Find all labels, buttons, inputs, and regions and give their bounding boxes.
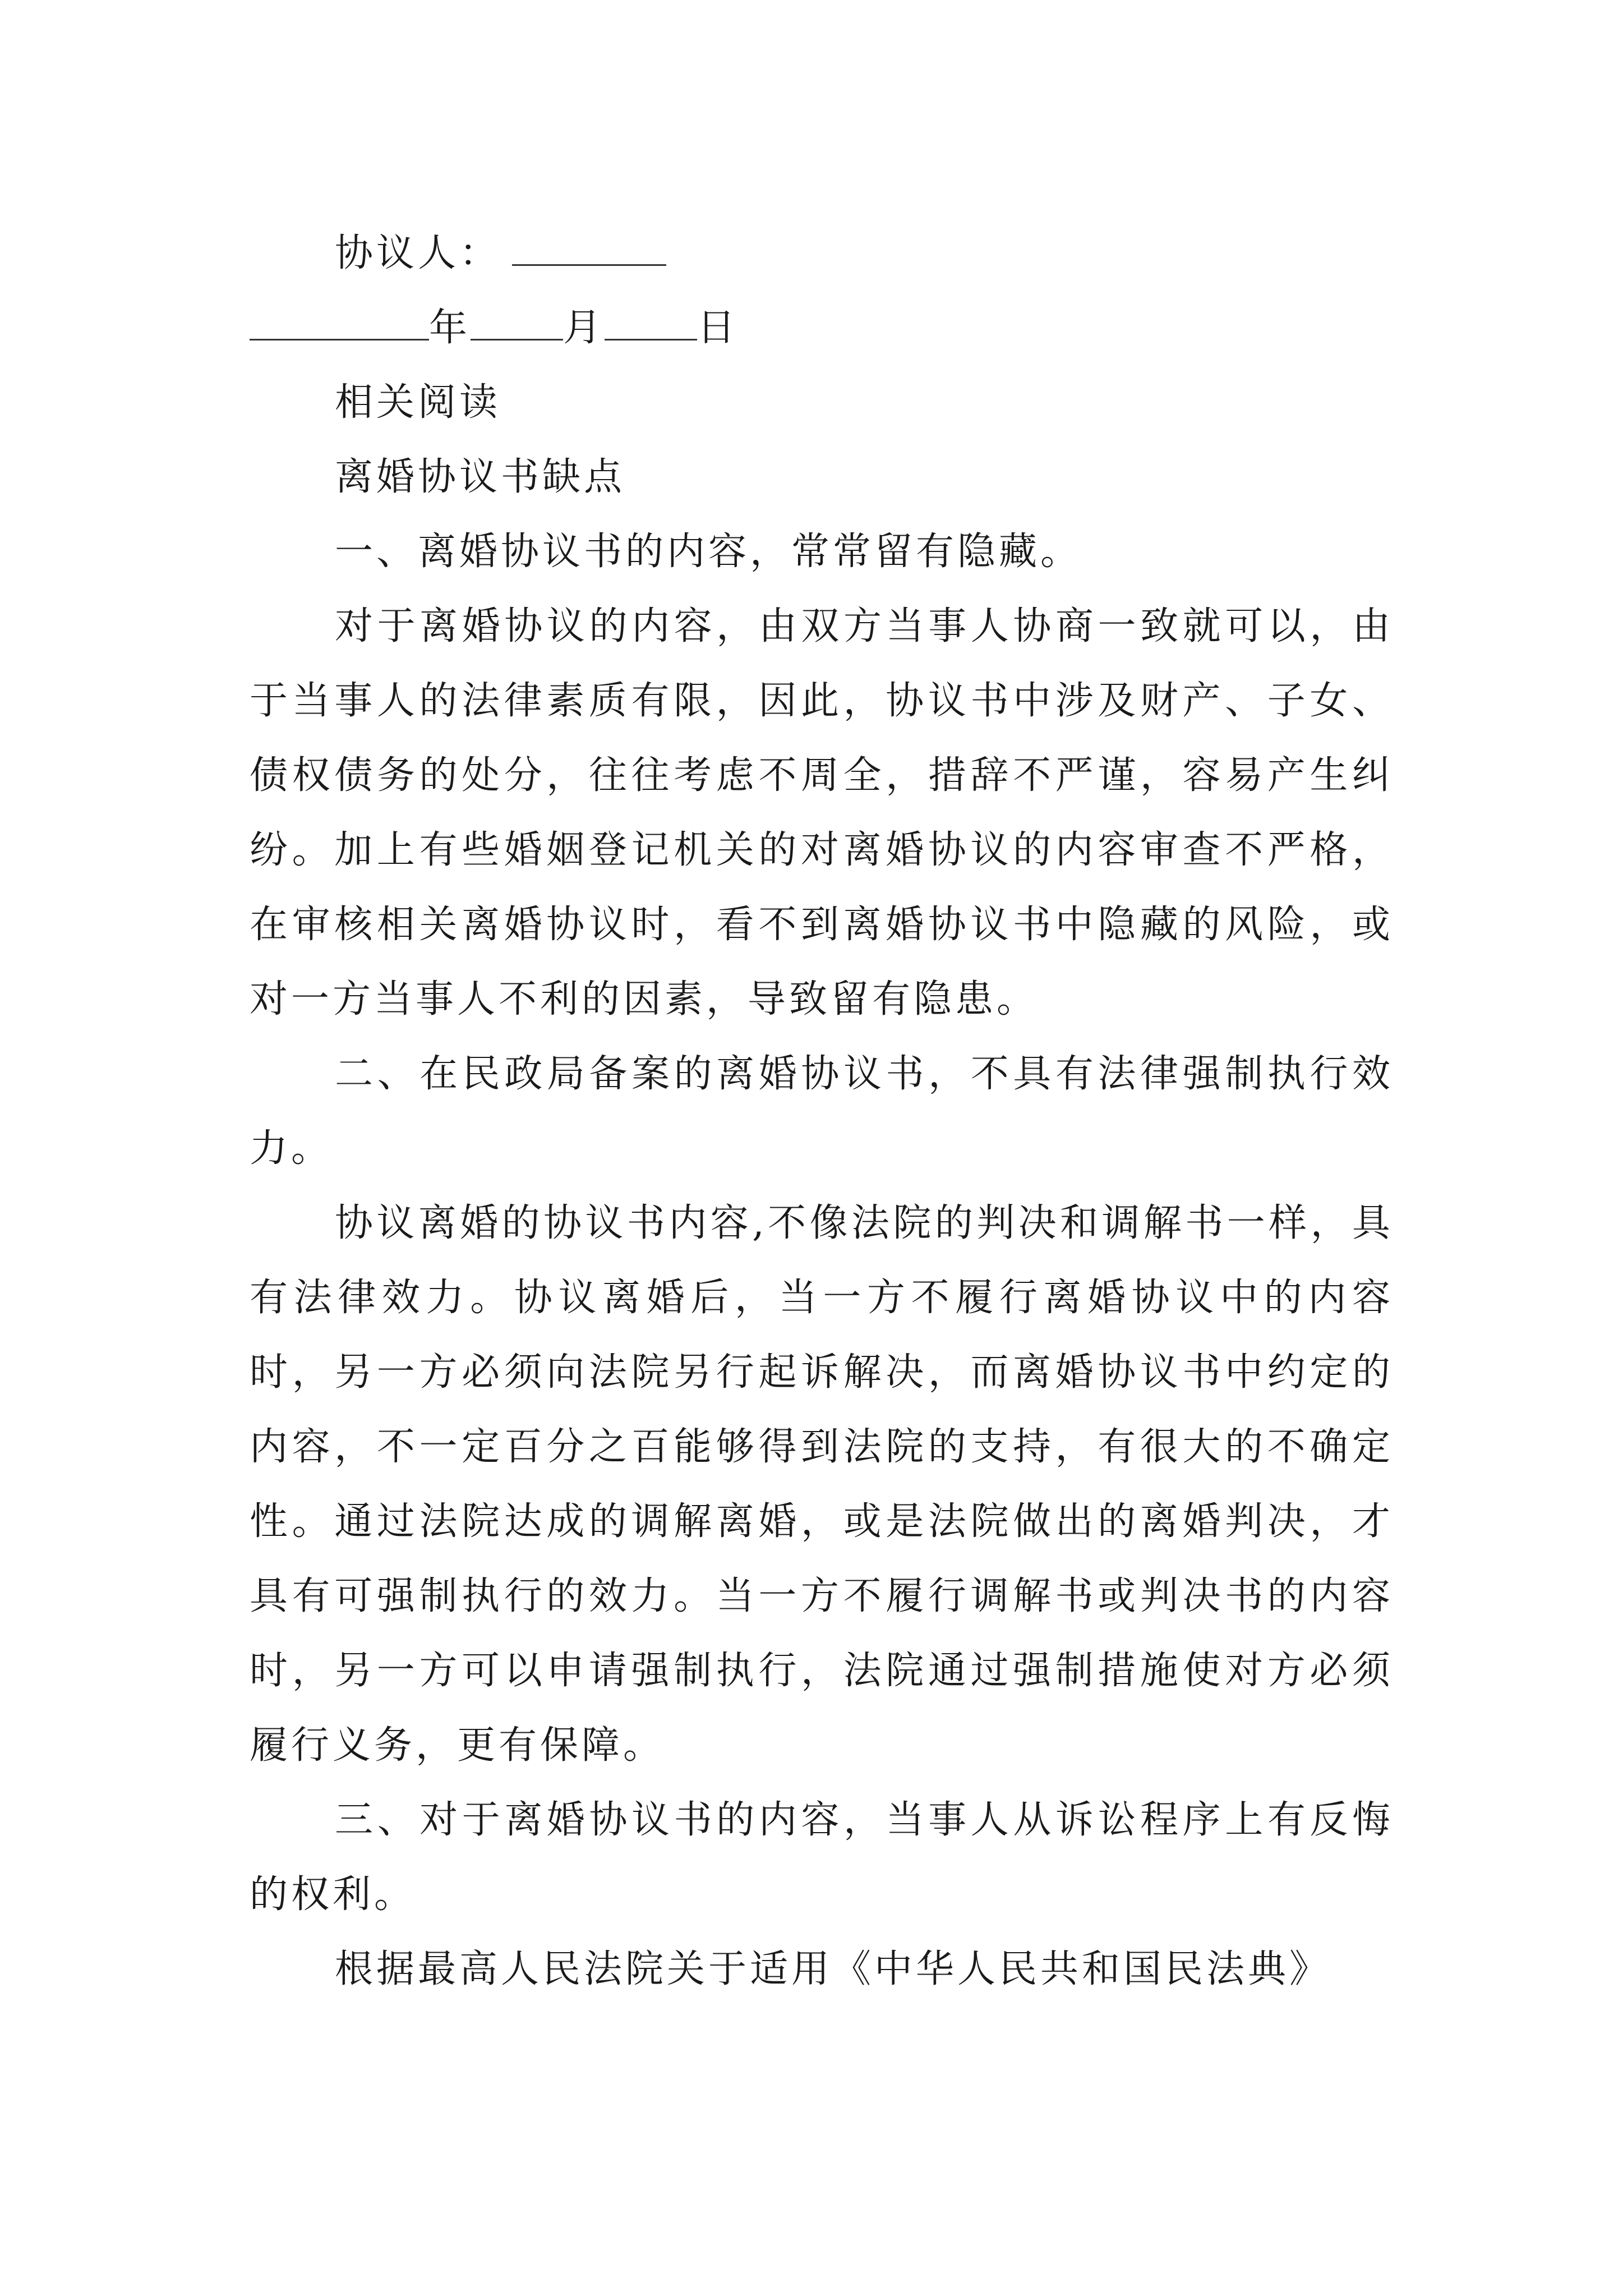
party-name-blank	[512, 232, 666, 266]
day-label: 日	[697, 306, 739, 350]
related-article-title: 离婚协议书缺点	[335, 455, 626, 499]
month-label: 月	[563, 306, 605, 350]
section-2-heading: 二、在民政局备案的离婚协议书，不具有法律强制执行效力。	[250, 1052, 1394, 1171]
related-reading-heading: 相关阅读	[335, 380, 501, 425]
month-blank	[471, 306, 563, 341]
party-label: 协议人：	[335, 231, 501, 275]
document-body	[250, 216, 1394, 2007]
year-label: 年	[429, 306, 471, 350]
day-blank	[605, 306, 697, 341]
section-3-body: 根据最高人民法院关于适用《中华人民共和国民法典》	[335, 1947, 1331, 1991]
signature-date-line	[250, 291, 1394, 365]
section-1-heading: 一、离婚协议书的内容，常常留有隐藏。	[335, 530, 1082, 574]
section-2-body: 协议离婚的协议书内容,不像法院的判决和调解书一样，具有法律效力。协议离婚后，当一方不履行离婚协议中的内容时，另一方必须向法院另行起诉解决，而离婚协议书中约定的内容，不一定百分之百能够得到法院的支持，有很大的不确定性。通过法院达成的调解离婚，或是法院做出的离婚判决，才具有可强制执行的效力。当一方不履行调解书或判决书的内容时，另一方可以申请强制执行，法院通过强制措施使对方必须履行义务，更有保障。	[250, 1201, 1394, 1768]
section-3-heading: 三、对于离婚协议书的内容，当事人从诉讼程序上有反悔的权利。	[250, 1798, 1394, 1917]
year-blank	[250, 306, 429, 341]
signature-party-line	[250, 216, 1394, 291]
section-1-body: 对于离婚协议的内容，由双方当事人协商一致就可以，由于当事人的法律素质有限，因此，协议书中涉及财产、子女、债权债务的处分，往往考虑不周全，措辞不严谨，容易产生纠纷。加上有些婚姻登记机关的对离婚协议的内容审查不严格，在审核相关离婚协议时，看不到离婚协议书中隐藏的风险，或对一方当事人不利的因素，导致留有隐患。	[250, 604, 1394, 1022]
